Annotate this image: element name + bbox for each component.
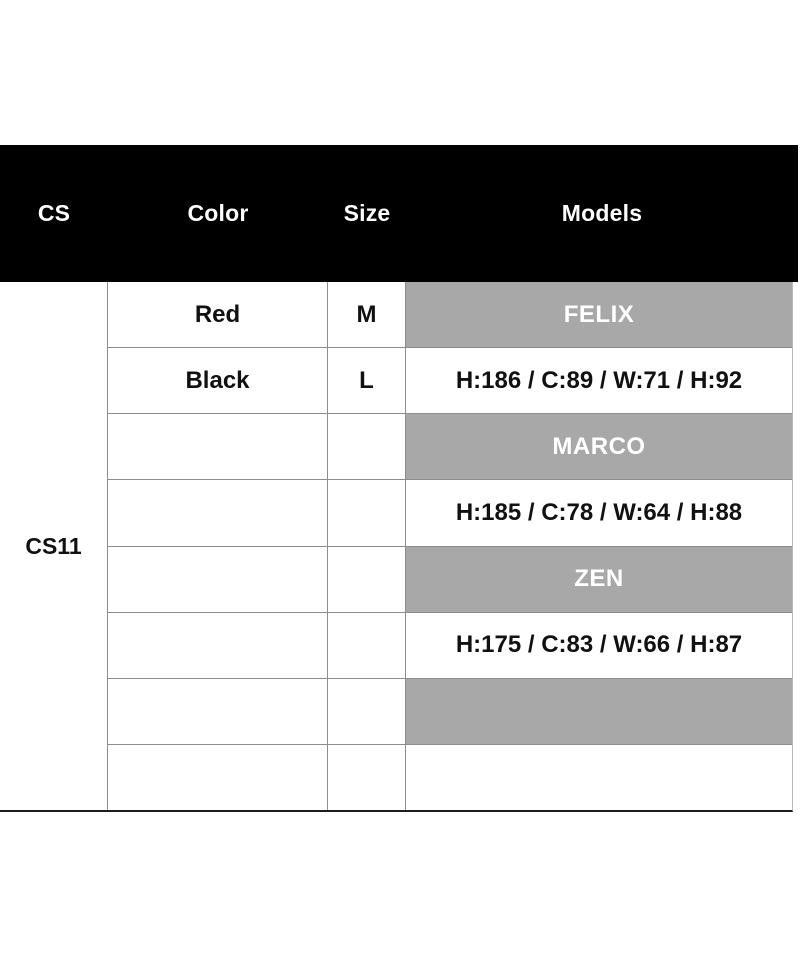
size-cell: L [328, 348, 405, 414]
header-cell-models: Models [561, 200, 643, 226]
size-cell [328, 745, 405, 810]
size-cell [328, 679, 405, 745]
model-measurements-cell: H:186 / C:89 / W:71 / H:92 [406, 348, 792, 414]
color-cell: Black [108, 348, 327, 414]
model-measurements-cell: H:175 / C:83 / W:66 / H:87 [406, 613, 792, 679]
color-cell [108, 414, 327, 480]
size-cell [328, 613, 405, 679]
table-header-row [0, 145, 798, 282]
color-cell [108, 480, 327, 546]
cs-code-cell: CS11 [0, 282, 108, 810]
color-cell [108, 613, 327, 679]
model-name-cell: MARCO [406, 414, 792, 480]
header-cell-color: Color [187, 200, 249, 226]
size-cell [328, 480, 405, 546]
size-column [328, 282, 406, 810]
color-cell [108, 679, 327, 745]
model-measurements-cell [406, 745, 792, 810]
model-measurements-cell: H:185 / C:78 / W:64 / H:88 [406, 480, 792, 546]
header-cell-size: Size [343, 200, 391, 226]
size-cell [328, 547, 405, 613]
color-cell [108, 547, 327, 613]
table-body [0, 282, 793, 812]
models-column [406, 282, 792, 810]
color-cell: Red [108, 282, 327, 348]
color-column [108, 282, 328, 810]
model-name-cell: FELIX [406, 282, 792, 348]
model-name-cell [406, 679, 792, 745]
model-name-cell: ZEN [406, 547, 792, 613]
color-cell [108, 745, 327, 810]
header-cell-cs: CS [37, 200, 71, 226]
size-cell [328, 414, 405, 480]
size-cell: M [328, 282, 405, 348]
